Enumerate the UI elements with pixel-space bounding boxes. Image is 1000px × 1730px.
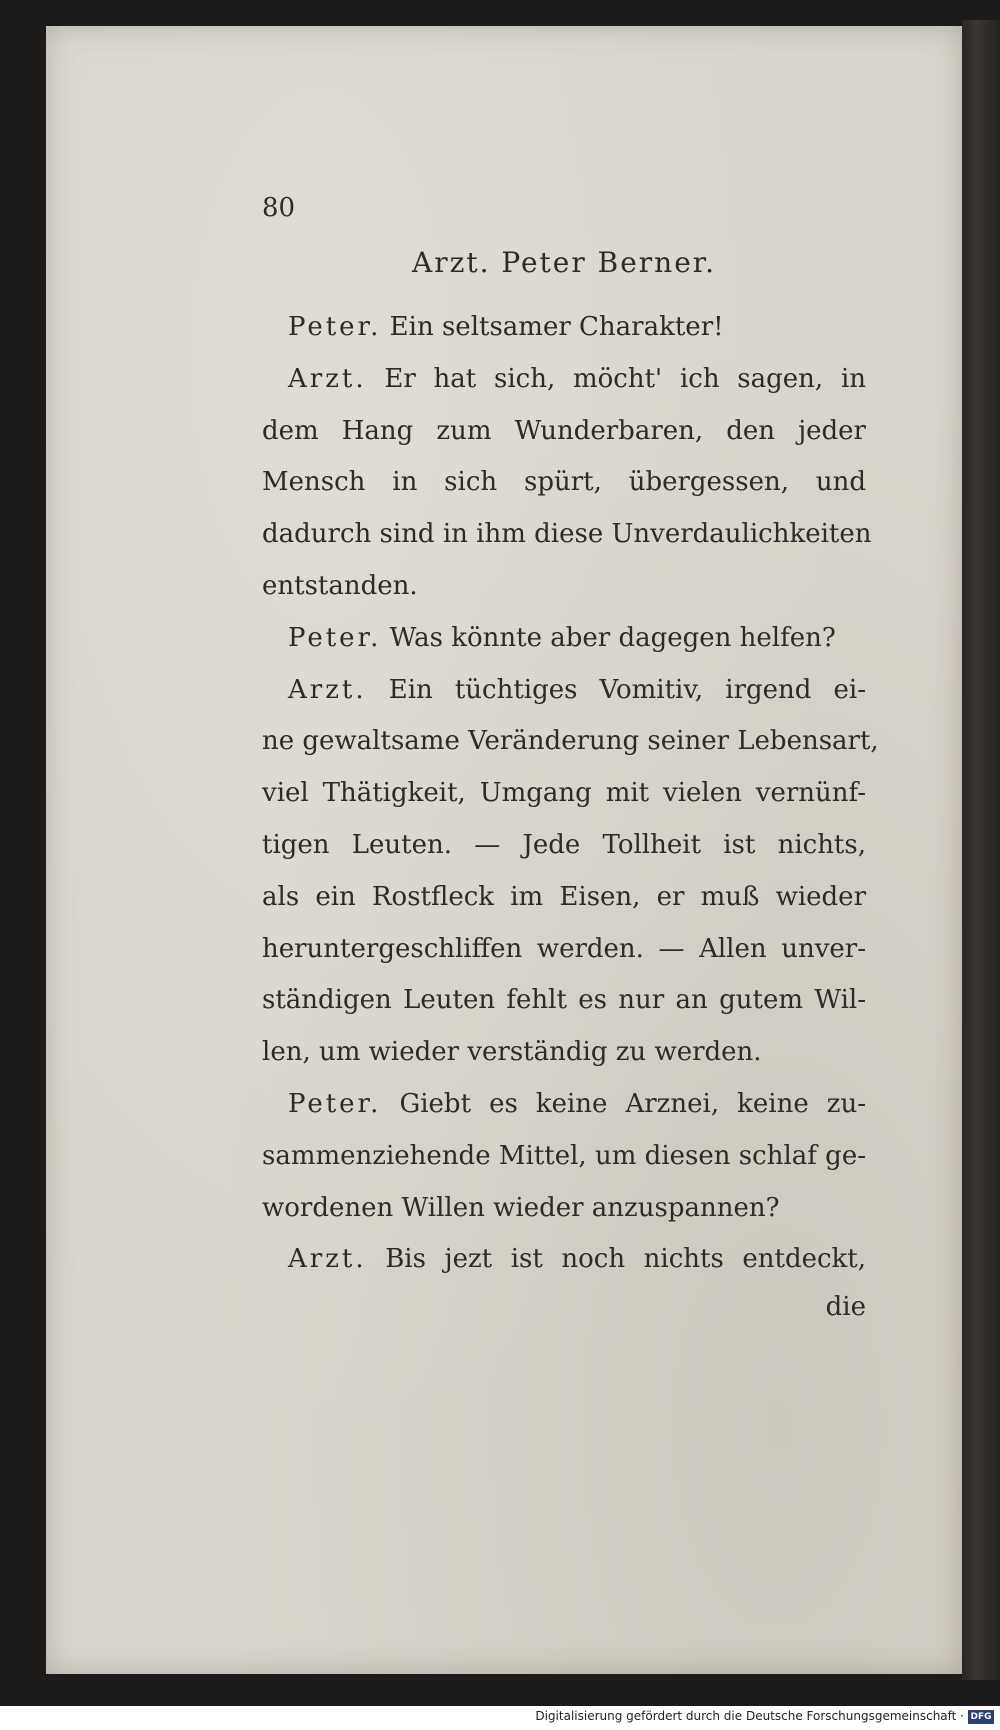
line-text: Er hat sich, möcht' ich sagen, in bbox=[384, 363, 867, 394]
text-line: wordenen Willen wieder anzuspannen? bbox=[262, 1192, 780, 1223]
book-edge bbox=[962, 20, 1000, 1680]
text-line: ständigen Leuten fehlt es nur an gutem Wil- bbox=[262, 985, 866, 1016]
line-text: Ein seltsamer Charakter! bbox=[389, 312, 724, 342]
text-line: sammenziehende Mittel, um diesen schlaf ge- bbox=[262, 1140, 866, 1171]
speaker-name: Arzt. bbox=[288, 363, 367, 394]
catchword: die bbox=[825, 1292, 866, 1322]
text-line: als ein Rostfleck im Eisen, er muß wieder bbox=[262, 881, 866, 912]
dfg-logo-icon: DFG bbox=[968, 1710, 994, 1724]
text-line bbox=[262, 1234, 866, 1286]
dialogue-paragraph bbox=[262, 354, 872, 613]
dialogue-paragraph bbox=[262, 613, 866, 665]
text-line: len, um wieder verständig zu werden. bbox=[262, 1037, 762, 1068]
text-line: ne gewaltsame Veränderung seiner Lebensart, bbox=[262, 726, 879, 757]
speaker-name: Peter. bbox=[288, 622, 382, 653]
text-line bbox=[262, 1079, 866, 1131]
line-text: Giebt es keine Arznei, keine zu- bbox=[399, 1088, 867, 1119]
text-line bbox=[262, 613, 866, 665]
scene-heading: Arzt. Peter Berner. bbox=[411, 246, 716, 279]
text-line: dem Hang zum Wunderbaren, den jeder bbox=[262, 415, 866, 446]
speaker-name: Arzt. bbox=[288, 1244, 367, 1275]
speaker-name: Arzt. bbox=[288, 674, 367, 705]
text-line: Mensch in sich spürt, übergessen, und bbox=[262, 467, 866, 498]
dialogue-body bbox=[262, 302, 879, 1286]
speaker-name: Peter. bbox=[288, 1088, 382, 1119]
dialogue-paragraph bbox=[262, 1079, 866, 1234]
dialogue-paragraph bbox=[262, 302, 866, 354]
text-line: tigen Leuten. — Jede Tollheit ist nichts, bbox=[262, 829, 866, 860]
text-line: heruntergeschliffen werden. — Allen unver- bbox=[262, 933, 866, 964]
line-text: Ein tüchtiges Vomitiv, irgend ei- bbox=[388, 674, 867, 705]
text-line: entstanden. bbox=[262, 570, 418, 601]
text-line: dadurch sind in ihm diese Unverdaulichkeiten bbox=[262, 519, 872, 550]
text-line bbox=[262, 665, 866, 717]
dialogue-paragraph bbox=[262, 1234, 866, 1286]
line-text: Was könnte aber dagegen helfen? bbox=[389, 622, 836, 653]
page-number: 80 bbox=[262, 193, 296, 223]
funding-credit: Digitalisierung gefördert durch die Deutsche Forschungsgemeinschaft · bbox=[535, 1709, 964, 1723]
text-line: viel Thätigkeit, Umgang mit vielen vernünf- bbox=[262, 778, 866, 809]
text-line bbox=[262, 302, 866, 354]
dialogue-paragraph bbox=[262, 665, 879, 1079]
speaker-name: Peter. bbox=[288, 312, 382, 342]
line-text: Bis jezt ist noch nichts entdeckt, bbox=[385, 1244, 867, 1275]
text-line bbox=[262, 354, 866, 406]
